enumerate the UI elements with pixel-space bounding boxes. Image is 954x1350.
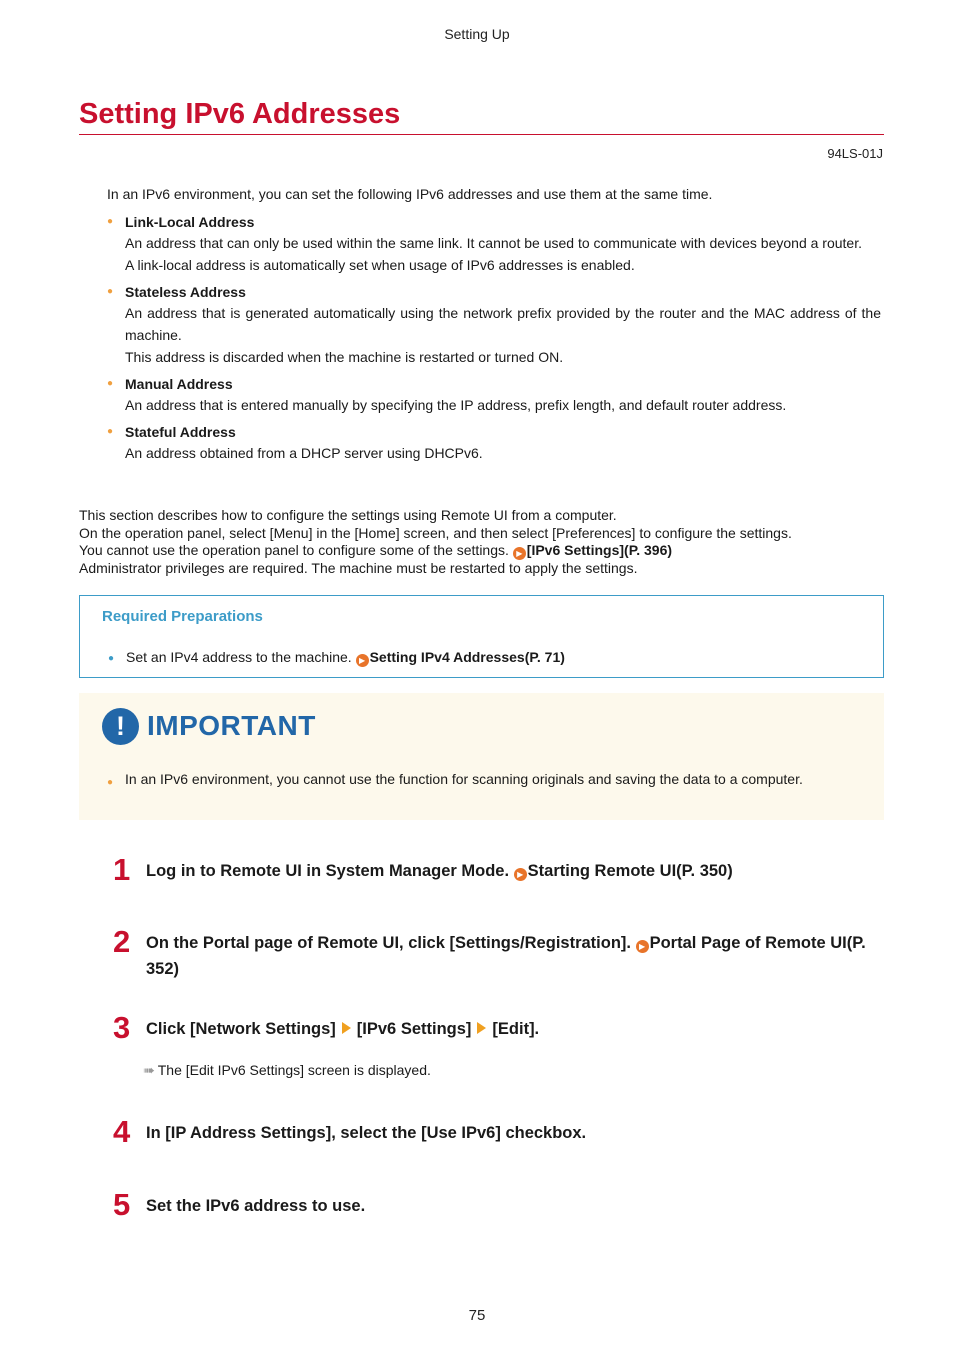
preparation-item xyxy=(108,649,565,667)
step-3-result xyxy=(143,1062,431,1079)
page-number: 75 xyxy=(468,1307,486,1324)
address-name: Stateless Address xyxy=(125,284,246,300)
link-arrow-icon: ▶ xyxy=(356,654,369,667)
address-description: An address that can only be used within the same link. It cannot be used to communicate with devices beyond a router. xyxy=(125,235,862,251)
address-description: An address obtained from a DHCP server using DHCPv6. xyxy=(125,445,483,461)
preparations-title: Required Preparations xyxy=(102,608,263,625)
important-text: In an IPv6 environment, you cannot use the function for scanning originals and saving the data to a computer. xyxy=(125,771,803,787)
config-line: This section describes how to configure the settings using Remote UI from a computer. xyxy=(79,507,617,523)
address-type-list xyxy=(107,212,881,470)
address-description: An address that is generated automatically using the network prefix provided by the router and the MAC address of the machine. xyxy=(125,305,881,343)
bullet-icon: ● xyxy=(107,426,114,437)
bullet-icon: ● xyxy=(108,653,115,664)
step-number: 3 xyxy=(113,1010,131,1045)
bullet-icon: ● xyxy=(107,378,114,389)
intro-paragraph: In an IPv6 environment, you can set the following IPv6 addresses and use them at the same time. xyxy=(107,186,713,202)
step-text: On the Portal page of Remote UI, click [Settings/Registration]. xyxy=(146,934,631,952)
address-description: A link-local address is automatically set when usage of IPv6 addresses is enabled. xyxy=(125,257,635,273)
address-description: This address is discarded when the machine is restarted or turned ON. xyxy=(125,349,564,365)
config-line: Administrator privileges are required. The machine must be restarted to apply the settings. xyxy=(79,560,638,576)
config-text: You cannot use the operation panel to configure some of the settings. xyxy=(79,542,509,558)
result-text: The [Edit IPv6 Settings] screen is displayed. xyxy=(157,1062,431,1078)
step-instruction: Set the IPv6 address to use. xyxy=(146,1197,366,1215)
link-arrow-icon: ▶ xyxy=(636,940,649,953)
list-item-link-local xyxy=(107,212,881,276)
step-instruction: In [IP Address Settings], select the [Use IPv6] checkbox. xyxy=(146,1124,587,1142)
link-arrow-icon: ▶ xyxy=(514,868,527,881)
menu-arrow-icon xyxy=(477,1022,486,1034)
address-description: An address that is entered manually by specifying the IP address, prefix length, and default router address. xyxy=(125,397,787,413)
important-heading: IMPORTANT xyxy=(147,710,316,741)
address-name: Link-Local Address xyxy=(125,214,255,230)
bullet-icon: ● xyxy=(107,777,114,788)
step-number: 5 xyxy=(113,1187,131,1222)
config-line: On the operation panel, select [Menu] in the [Home] screen, and then select [Preferences] to configure the settings. xyxy=(79,524,792,541)
step-instruction xyxy=(146,930,866,982)
step-text: Log in to Remote UI in System Manager Mode. xyxy=(146,862,510,880)
link-arrow-icon: ▶ xyxy=(513,547,526,560)
starting-remote-ui-link[interactable] xyxy=(514,862,733,880)
step-number: 4 xyxy=(113,1114,131,1149)
menu-path-network-settings: Click [Network Settings] xyxy=(146,1020,336,1038)
exclamation-icon: ! xyxy=(102,708,139,745)
list-item-stateless xyxy=(107,282,881,368)
link-label: Setting IPv4 Addresses(P. 71) xyxy=(369,649,565,665)
configuration-notes xyxy=(79,507,884,578)
section-header: Setting Up xyxy=(444,26,510,42)
bullet-icon: ● xyxy=(107,286,114,297)
link-label: Starting Remote UI(P. 350) xyxy=(527,862,733,880)
address-name: Manual Address xyxy=(125,376,233,392)
ipv6-settings-link[interactable] xyxy=(513,542,672,558)
required-preparations-box xyxy=(79,595,884,678)
step-number: 1 xyxy=(113,852,131,887)
link-label: [IPv6 Settings](P. 396) xyxy=(526,542,673,558)
important-item xyxy=(107,769,825,790)
menu-path-ipv6-settings: [IPv6 Settings] xyxy=(356,1020,472,1038)
address-name: Stateful Address xyxy=(125,424,236,440)
list-item-manual xyxy=(107,374,881,416)
title-divider xyxy=(79,134,884,135)
step-number: 2 xyxy=(113,924,131,959)
bullet-icon: ● xyxy=(107,216,114,227)
important-notice-box xyxy=(79,693,884,820)
preparation-text: Set an IPv4 address to the machine. xyxy=(126,649,352,665)
step-instruction xyxy=(146,858,866,884)
setting-ipv4-link[interactable] xyxy=(356,649,565,665)
list-item-stateful xyxy=(107,422,881,464)
config-line xyxy=(79,542,884,560)
step-instruction xyxy=(146,1016,866,1042)
menu-path-edit: [Edit]. xyxy=(492,1020,540,1038)
menu-arrow-icon xyxy=(342,1022,351,1034)
link-label: Portal Page of Remote UI(P. 352) xyxy=(146,934,866,978)
document-code: 94LS-01J xyxy=(827,146,883,161)
result-arrow-icon: ➠ xyxy=(143,1062,155,1078)
page-title: Setting IPv6 Addresses xyxy=(79,98,401,130)
